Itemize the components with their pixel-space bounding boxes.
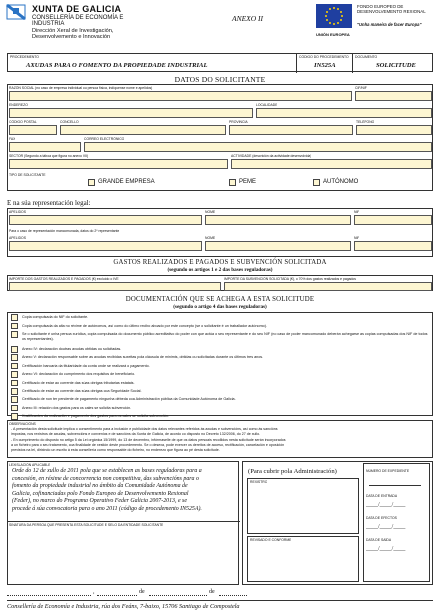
entrada-date: ____/____/____	[366, 502, 406, 508]
rexistro-box	[247, 478, 359, 534]
admin-title: (Para cubrir pola Administración)	[248, 468, 337, 475]
obs-line: - En cumprimento do disposto no artigo 5 da Lei orgánica 15/1999, do 13 de decembro, infórmaselle de que os datos persoais recollidos nesta solicitude serán incorporados	[11, 438, 286, 442]
day-input[interactable]	[97, 589, 137, 596]
doc-item	[7, 371, 433, 379]
date-comma: ,	[93, 589, 95, 595]
month-input[interactable]	[149, 589, 207, 596]
actividade-label: ACTIVIDADE (descrición da actividade desenvolvida)	[231, 154, 312, 158]
subvencion-label: IMPORTE DA SUBVENCIÓN SOLICITADA (€), o 70% dos gastos realizados e pagados	[224, 277, 356, 281]
apelidos2-label: APELIDOS	[9, 236, 26, 240]
doc-item	[7, 354, 433, 362]
nome2-label: NOME	[205, 236, 216, 240]
doc-item	[7, 379, 433, 387]
revisado-box	[247, 536, 359, 582]
lex-line: Orde do 12 de xullo de 2011 pola que se establecen as bases reguladoras para a	[12, 468, 202, 474]
doc-item	[7, 404, 433, 412]
nif-label: NIF	[354, 210, 360, 214]
documento-label: DOCUMENTO	[355, 55, 378, 59]
doc-checkbox[interactable]	[11, 323, 18, 330]
ue-label: UNIÓN EUROPEA	[316, 32, 350, 37]
codigo-value: IN525A	[314, 62, 336, 69]
gastos-box	[7, 275, 433, 291]
doc-checkbox[interactable]	[11, 413, 18, 420]
enderezo-input[interactable]	[9, 108, 253, 118]
xunta-logo-icon	[5, 4, 27, 20]
doc-item	[7, 330, 433, 345]
gastos-importe-label: IMPORTE DOS GASTOS REALIZADOS E PAGADOS (€) excluído o IVE	[9, 277, 119, 281]
fax-label: FAX	[9, 137, 16, 141]
razon-label: RAZÓN SOCIAL (no caso de empresa individual ou persoa física, indíquense nome e apelidos)	[9, 86, 153, 90]
saida-date: ____/____/____	[366, 546, 406, 552]
nif-input[interactable]	[354, 215, 432, 225]
obs-box	[7, 420, 433, 458]
sector-input[interactable]	[9, 159, 228, 169]
year-input[interactable]	[219, 589, 247, 596]
fax-input[interactable]	[9, 142, 81, 152]
nif2-label: NIF	[354, 236, 360, 240]
doc-item	[7, 396, 433, 404]
localidade-input[interactable]	[256, 108, 432, 118]
sector-label: SECTOR (Segundo a táboa que figura no anexo VII)	[9, 154, 89, 158]
telefono-input[interactable]	[356, 125, 432, 135]
nome-input[interactable]	[205, 215, 351, 225]
direccion: Dirección Xeral de Investigación, Desenvolvemento e Innovación	[32, 28, 114, 41]
doc-label: Anexo V: declaración responsable sobre as axudas recibidas suxeitas pola cláusula de minimis, obtidas ou solicitadas durante os últimos tres anos.	[22, 355, 264, 360]
codigo-label: CÓDIGO DO PROCEDEMENTO	[299, 55, 349, 59]
anexo-title: ANEXO II	[232, 14, 264, 23]
doc-label: Anexo III: relación dos gastos para os cales se solicita subvención.	[22, 405, 132, 410]
lex-box	[7, 461, 239, 585]
cif-label: CIF/NIF	[355, 86, 367, 90]
doc-item	[7, 362, 433, 370]
cp-label: CÓDIGO POSTAL	[9, 120, 37, 124]
saida-label: DATA DE SAÍDA	[366, 538, 392, 542]
feder-motto: "Unha maneira de facer Europa"	[357, 22, 422, 27]
doc-item	[7, 322, 433, 330]
doc-label: Anexo IV: declaración doutras axudas obtidas ou solicitadas.	[22, 347, 122, 352]
gastos-importe-input[interactable]	[9, 282, 221, 291]
provincia-input[interactable]	[229, 125, 353, 135]
email-input[interactable]	[84, 142, 432, 152]
efectos-label: DATA DE EFECTOS	[366, 516, 397, 520]
date-de2: de	[209, 589, 215, 595]
peme-label: PEME	[239, 178, 257, 185]
apelidos2-input[interactable]	[9, 241, 202, 251]
doc-label: Anexo VI: declaración do cumprimento dos requisitos de beneficiario.	[22, 372, 136, 377]
peme-checkbox[interactable]	[229, 179, 236, 186]
doc-label: Certificado de estar ao corrente das súas obrigas coa Seguridade Social.	[22, 389, 142, 394]
doc-checkbox[interactable]	[11, 331, 18, 338]
header	[0, 0, 439, 52]
doc-checkbox[interactable]	[11, 346, 18, 353]
docs-title: DOCUMENTACIÓN QUE SE ACHEGA A ESTA SOLICITUDE	[125, 296, 315, 303]
entrada-label: DATA DE ENTRADA	[366, 494, 398, 498]
autonomo-label: AUTÓNOMO	[323, 178, 359, 185]
doc-label: Se o solicitante é unha persoa xurídica, copia compulsada do documento público acreditativo do poder con que actúa o seu representante e do seu NIF (no caso de poder mancomunado deberán achegarse as copias compulsadas dos NIF de todos os representantes).	[22, 332, 428, 341]
lex-line: procede á súa convocatoria para o ano 2011 (código de procedemento IN525A).	[12, 505, 202, 512]
date-line	[7, 589, 433, 599]
procedemento-row	[7, 53, 433, 72]
lex-title: LEXISLACIÓN APLICABLE	[9, 463, 51, 467]
obs-line: - A presentación desta solicitude implica o consentimento para a inclusión e publicidade dos datos relevantes referidos ás axudas e subvencións, así como ás sancións	[11, 427, 278, 431]
proc-label: PROCEDEMENTO	[10, 55, 39, 59]
solicitante-box	[7, 84, 433, 191]
nome2-input[interactable]	[205, 241, 351, 251]
cif-input[interactable]	[355, 91, 432, 101]
nome-label: NOME	[205, 210, 216, 214]
doc-label: Copia compulsada da alta no réxime de autónomos, así como do último recibo aboado por este concepto (se o solicitante é un traballador autónomo).	[22, 323, 267, 328]
lex-line: (Feder), no marco do Programa Operativo Feder Galicia 2007-2013, e se	[12, 498, 187, 505]
rep-note: Para o caso de representación mancomunada, datos do 2º representante	[9, 229, 120, 233]
lex-line: Galicia, cofinanciadas polo Fondo Europeo de Desenvolvemento Rexional	[12, 490, 189, 497]
localidade-label: LOCALIDADE	[256, 103, 278, 107]
doc-item	[7, 314, 433, 322]
doc-checkbox[interactable]	[11, 388, 18, 395]
datas-box	[363, 463, 430, 582]
doc-checkbox[interactable]	[11, 371, 18, 378]
gastos-subtitle: (segundo os artigos 1 e 2 das bases reguladoras)	[167, 267, 273, 273]
doc-label: Xustificantes da realización e pagamento dos gastos para os cales se solicita subvención.	[22, 414, 169, 419]
razon-input[interactable]	[9, 91, 352, 101]
solicitante-title: DATOS DO SOLICITANTE	[174, 75, 266, 84]
enderezo-label: ENDEREZO	[9, 103, 28, 107]
nif2-input[interactable]	[354, 241, 432, 251]
footer-rule	[7, 600, 433, 601]
doc-checkbox[interactable]	[11, 354, 18, 361]
admin-box	[242, 461, 433, 585]
gastos-title: GASTOS REALIZADOS E PAGADOS E SUBVENCIÓN SOLICITADA	[113, 259, 327, 266]
lex-line: concesión, en réxime de concorrencia non competitiva, das subvencións para o	[12, 475, 199, 482]
doc-label: Copia compulsada do NIF do solicitante.	[22, 315, 89, 320]
doc-checkbox[interactable]	[11, 314, 18, 321]
doc-label: Certificado de non ter pendente de pagamento ningunha débeda coa Administración pública da Comunidade Autónoma de Galicia.	[22, 397, 236, 402]
doc-item	[7, 345, 433, 353]
revisado-label: REVISADO E CONFORME	[250, 538, 292, 542]
eu-flag-icon	[316, 4, 352, 28]
footer: Consellería de Economía e Industria, rúa dos Feáns, 7-baixo, 15706 Santiago de Compostela	[7, 603, 240, 610]
rexistro-label: REXISTRO	[250, 480, 268, 484]
cp-input[interactable]	[9, 125, 57, 135]
date-de1: de	[139, 589, 145, 595]
doc-item	[7, 387, 433, 395]
rep-box	[7, 208, 433, 257]
obs-title: OBSERVACIÓNS	[9, 422, 36, 426]
docs-subtitle: (segundo o artigo 4 das bases reguladoras)	[173, 304, 267, 310]
doc-checkbox[interactable]	[11, 396, 18, 403]
lex-text	[12, 468, 238, 514]
provincia-label: PROVINCIA	[229, 120, 248, 124]
telefono-label: TELÉFONO	[356, 120, 375, 124]
documento-value: SOLICITUDE	[376, 62, 416, 69]
conselleria: CONSELLERÍA DE ECONOMÍA E INDUSTRIA	[32, 15, 124, 28]
email-label: CORREO ELECTRÓNICO	[84, 137, 125, 141]
concello-label: CONCELLO	[60, 120, 79, 124]
doc-checkbox[interactable]	[11, 380, 18, 387]
concello-input[interactable]	[60, 125, 226, 135]
xunta-title: XUNTA DE GALICIA	[32, 4, 122, 14]
place-input[interactable]	[7, 589, 91, 596]
obs-line: a un ficheiro para o seu tratamento, coa finalidade de xestión deste procedemento. Se o desexa, pode exercer os dereitos de acceso, rectificación, cancelación e oposición	[11, 443, 285, 447]
sinatura-label: SINATURA DA PERSOA QUE PRESENTA ESTA SOLICITUDE E SELO DA ENTIDADE SOLICITANTE	[9, 523, 164, 527]
obs-line: impostas, nos rexistros de axudas, subvencións e convenios e de sancións da Xunta de Galicia, de acordo co disposto no Decreto 132/2006, do 27 de xullo.	[11, 432, 261, 436]
autonomo-checkbox[interactable]	[313, 179, 320, 186]
efectos-date: ____/____/____	[366, 524, 406, 530]
doc-label: Certificado de estar ao corrente das súas obrigas tributarias estatais.	[22, 380, 135, 385]
apelidos-input[interactable]	[9, 215, 202, 225]
doc-label: Certificación bancaria da titularidade da conta onde se realizará o pagamento.	[22, 363, 150, 368]
grande-empresa-checkbox[interactable]	[88, 179, 95, 186]
tipo-label: TIPO DE SOLICITANTE	[9, 173, 46, 177]
obs-line: previstos na lei, dirixindo un escrito á esta consellería como responsable do ficheiro, no enderezo que figura ao pé desta solicitude.	[11, 448, 220, 452]
grande-empresa-label: GRANDE EMPRESA	[98, 178, 155, 185]
expediente-label: NÚMERO DE EXPEDIENTE	[366, 469, 410, 473]
lex-line: fomento da propiedade industrial no ámbito da Comunidade Autónoma de	[12, 483, 188, 490]
doc-checkbox[interactable]	[11, 363, 18, 370]
apelidos-label: APELIDOS	[9, 210, 26, 214]
proc-value: AXUDAS PARA O FOMENTO DA PROPIEDADE INDUSTRIAL	[26, 62, 208, 69]
rep-title: E na súa representación legal:	[7, 199, 91, 207]
subvencion-input[interactable]	[224, 282, 432, 291]
feder-label: FONDO EUROPEO DE DESENVOLVEMENTO REXIONAL	[357, 4, 426, 15]
doc-checkbox[interactable]	[11, 405, 18, 412]
actividade-input[interactable]	[231, 159, 432, 169]
